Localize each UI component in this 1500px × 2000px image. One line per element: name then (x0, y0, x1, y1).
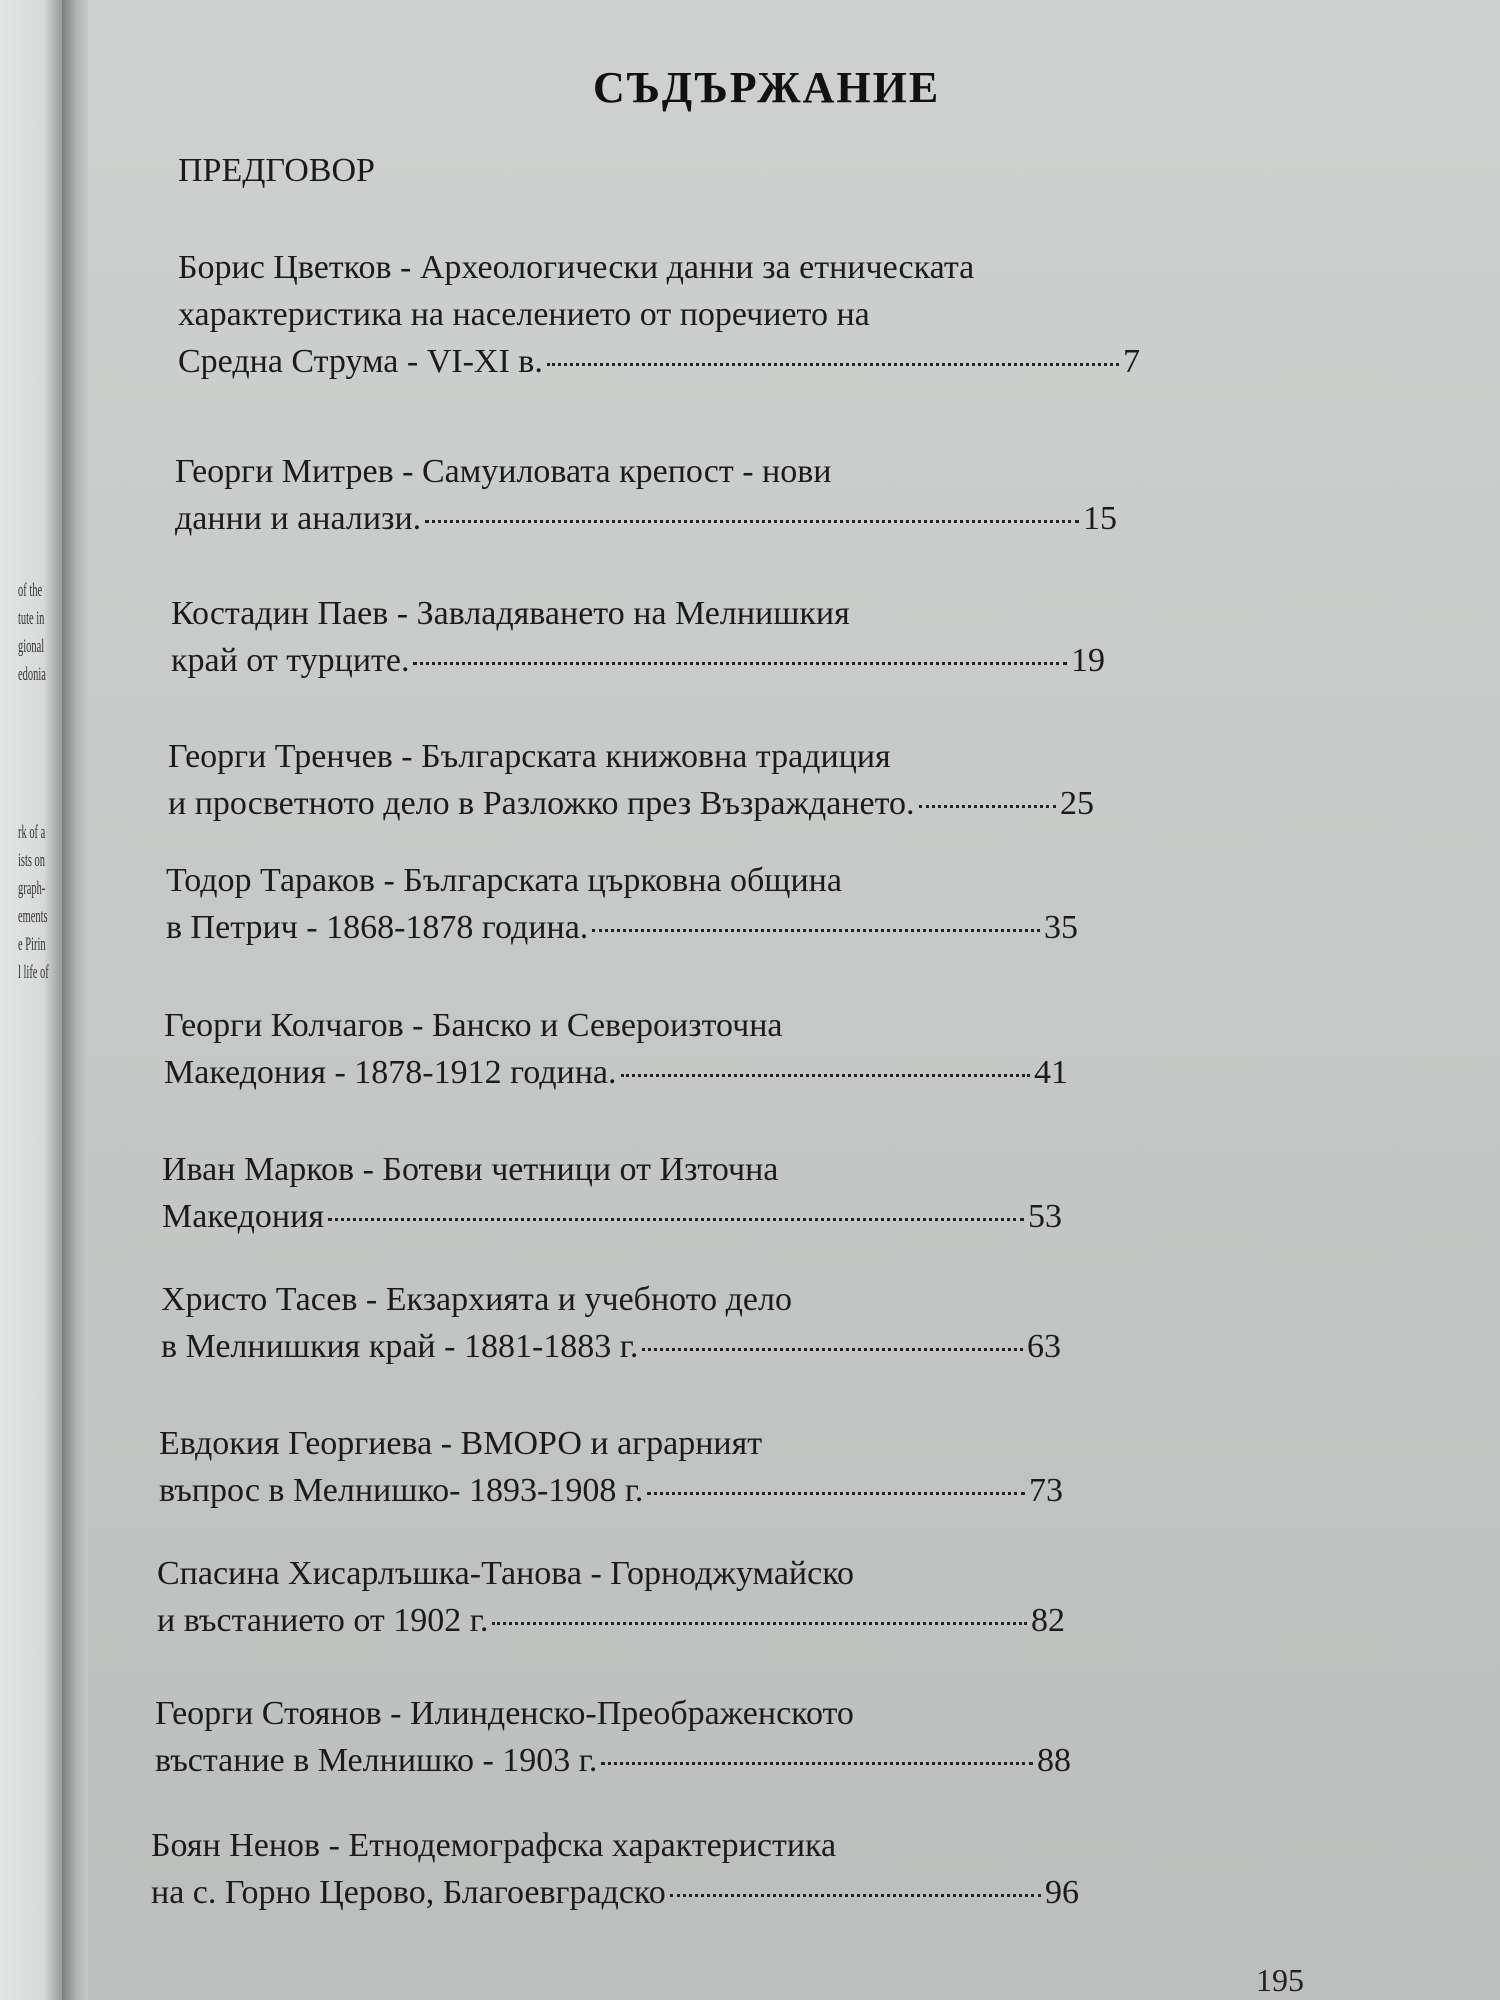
entry-title-line: въпрос в Мелнишко- 1893-1908 г. (159, 1472, 644, 1509)
dot-leader (621, 1074, 1030, 1077)
entry-title-line: Тодор Тараков - Българската църковна община (166, 862, 842, 899)
entry-title-line: Иван Марков - Ботеви четници от Източна (162, 1151, 779, 1188)
dot-leader (413, 662, 1067, 665)
entry-page-number: 82 (1031, 1602, 1065, 1639)
facing-page-fragment: graph- (18, 878, 46, 899)
entry-page-number: 41 (1034, 1054, 1068, 1091)
dot-leader (425, 520, 1079, 523)
contents-page (88, 0, 1500, 2000)
facing-page-fragment: l life of (18, 962, 49, 983)
entry-page-number: 73 (1029, 1472, 1063, 1509)
entry-page-number: 96 (1045, 1874, 1079, 1911)
facing-page-fragment: e Pirin (18, 934, 46, 955)
entry-title-line: Георги Стоянов - Илинденско-Преображенското (155, 1695, 854, 1732)
contents-entry (161, 1276, 1061, 1370)
entry-title-line: Боян Ненов - Етнодемографска характеристика (151, 1827, 837, 1864)
facing-page-fragment: edonia (18, 664, 46, 685)
entry-title-line: Георги Митрев - Самуиловата крепост - нови (175, 453, 832, 490)
facing-page-fragment: rk of a (18, 822, 46, 843)
entry-title-line: Спасина Хисарлъшка-Танова - Горноджумайско (157, 1555, 854, 1592)
facing-page-fragment: ists on (18, 850, 46, 871)
contents-list (88, 0, 1500, 2000)
entry-title-line: на с. Горно Церово, Благоевградско (151, 1874, 666, 1911)
dot-leader (492, 1622, 1027, 1625)
entry-title-line: Средна Струма - VI-XI в. (178, 343, 543, 380)
dot-leader (919, 805, 1056, 808)
entry-page-number: 15 (1083, 500, 1117, 537)
entry-title-line: данни и анализи. (175, 500, 422, 537)
contents-entry (164, 1002, 1068, 1096)
dot-leader (642, 1348, 1023, 1351)
facing-page-fragment: ements (18, 906, 48, 927)
facing-page-fragment: tute in (18, 608, 45, 629)
entry-title-line: въстание в Мелнишко - 1903 г. (155, 1742, 598, 1779)
contents-entry (155, 1690, 1071, 1784)
contents-entry (159, 1420, 1063, 1514)
contents-entry (166, 857, 1078, 951)
book-gutter (62, 0, 88, 2000)
contents-entry (151, 1822, 1079, 1916)
preface-entry: ПРЕДГОВОР (178, 152, 375, 189)
entry-title-line: в Мелнишкия край - 1881-1883 г. (161, 1328, 639, 1365)
entry-page-number: 25 (1060, 785, 1094, 822)
dot-leader (647, 1492, 1025, 1495)
facing-page-fragment: of the (18, 580, 43, 601)
entry-title-line: Христо Тасев - Екзархията и учебното дело (161, 1281, 792, 1318)
facing-page (0, 0, 62, 2000)
page-title: СЪДЪРЖАНИЕ (593, 63, 941, 112)
dot-leader (670, 1894, 1041, 1897)
contents-entry (157, 1550, 1065, 1644)
entry-title-line: Георги Колчагов - Банско и Североизточна (164, 1007, 783, 1044)
entry-page-number: 35 (1044, 909, 1078, 946)
entry-title-line: Борис Цветков - Археологически данни за етническата (178, 249, 975, 286)
dot-leader (592, 929, 1040, 932)
entry-title-line: Македония - 1878-1912 година. (164, 1054, 617, 1091)
contents-entry (171, 590, 1105, 684)
entry-title-line: Македония (162, 1198, 324, 1235)
contents-entry (178, 244, 1140, 385)
dot-leader (601, 1762, 1033, 1765)
page-number: 195 (1256, 1962, 1304, 1998)
dot-leader (328, 1218, 1024, 1221)
dot-leader (547, 363, 1119, 366)
entry-title-line: характеристика на населението от поречието на (178, 296, 870, 333)
contents-entry (175, 448, 1117, 542)
entry-page-number: 19 (1071, 642, 1105, 679)
entry-title-line: и въстанието от 1902 г. (157, 1602, 489, 1639)
entry-page-number: 88 (1037, 1742, 1071, 1779)
contents-entry (168, 733, 1094, 827)
entry-title-line: край от турците. (171, 642, 410, 679)
entry-title-line: в Петрич - 1868-1878 година. (166, 909, 589, 946)
entry-page-number: 53 (1028, 1198, 1062, 1235)
entry-title-line: и просветното дело в Разложко през Възраждането. (168, 785, 915, 822)
contents-entry (162, 1146, 1062, 1240)
entry-title-line: Евдокия Георгиева - ВМОРО и аграрният (159, 1425, 763, 1462)
entry-page-number: 7 (1123, 343, 1140, 380)
facing-page-fragment: gional (18, 636, 45, 657)
entry-page-number: 63 (1027, 1328, 1061, 1365)
entry-title-line: Георги Тренчев - Българската книжовна традиция (168, 738, 891, 775)
entry-title-line: Костадин Паев - Завладяването на Мелнишкия (171, 595, 850, 632)
